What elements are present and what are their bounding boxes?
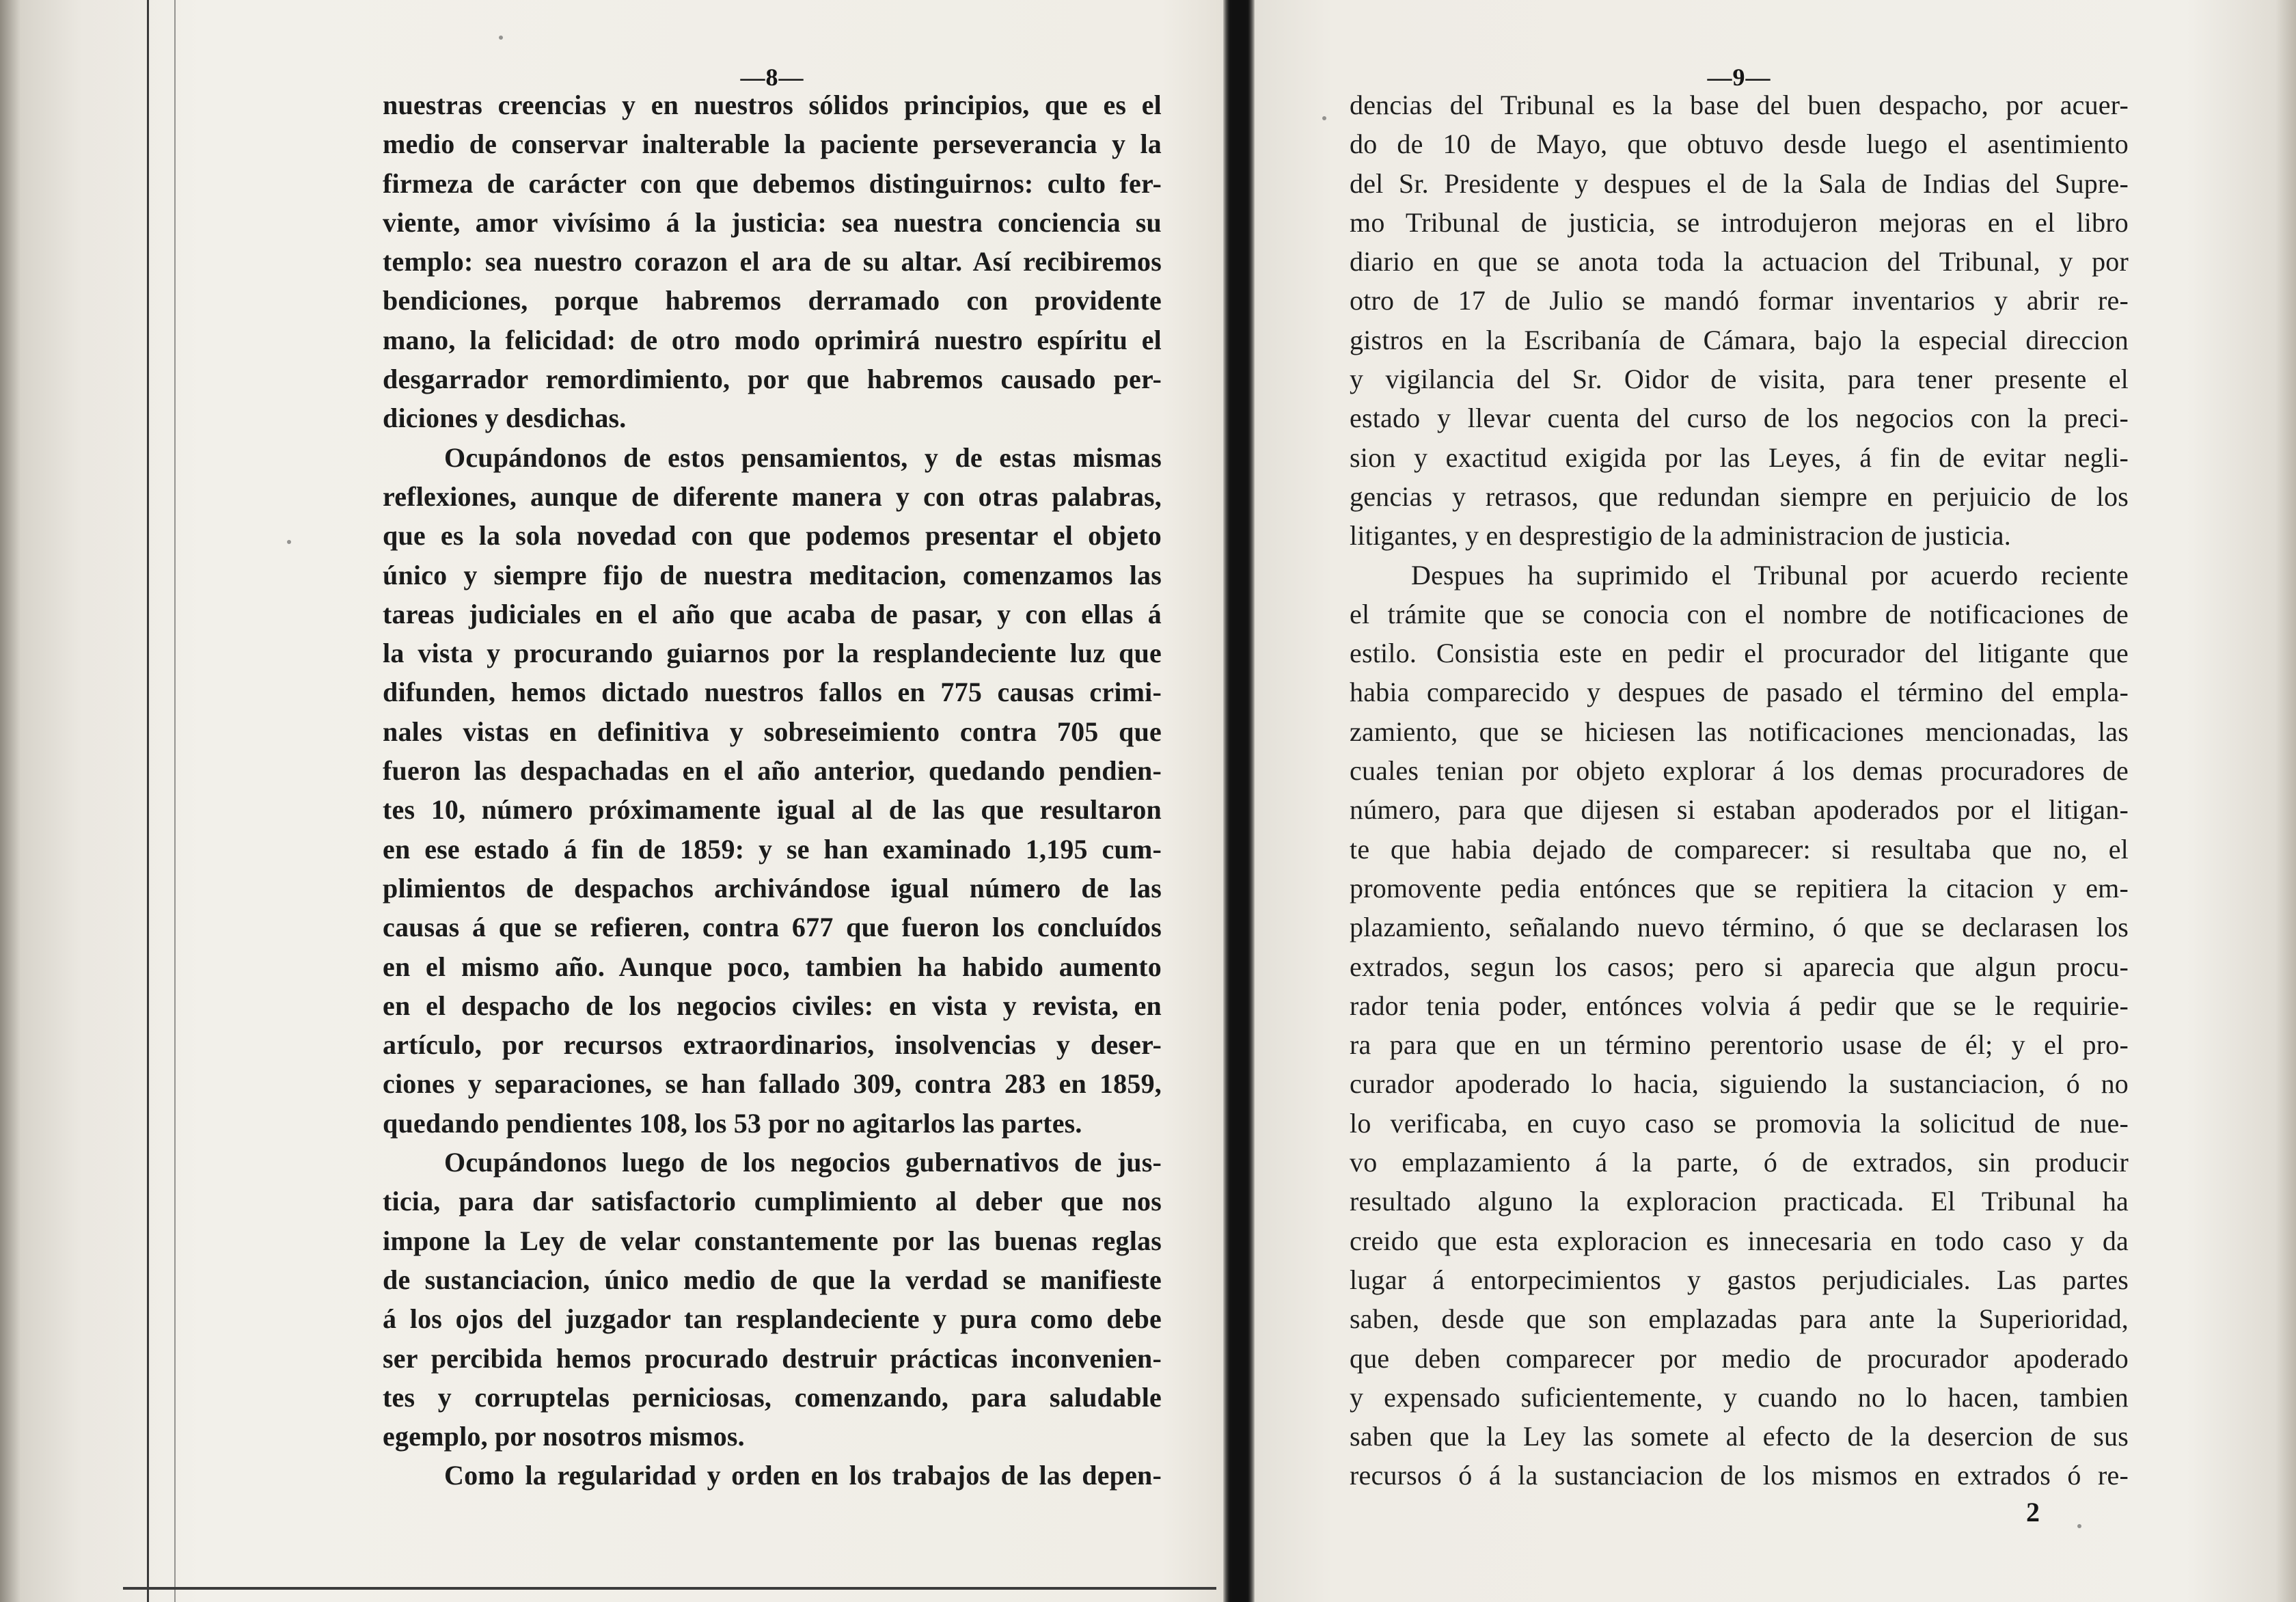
text-line: difunden, hemos dictado nuestros fallos en 775 causas crimi- — [383, 677, 1162, 708]
text-line: en ese estado á fin de 1859: y se han examinado 1,195 cum- — [383, 833, 1162, 865]
text-line: viente, amor vivísimo á la justicia: sea nuestra conciencia su — [383, 206, 1162, 238]
text-line: rador tenia poder, entónces volvia á pedir que se le requirie- — [1350, 990, 2129, 1021]
text-line: habia comparecido y despues de pasado el término del empla- — [1350, 677, 2129, 708]
text-line: que deben comparecer por medio de procurador apoderado — [1350, 1342, 2129, 1374]
text-line: medio de conservar inalterable la paciente perseverancia y la — [383, 128, 1162, 160]
text-line: ra para que en un término perentorio usase de él; y el pro- — [1350, 1029, 2129, 1061]
text-line: desgarrador remordimiento, por que habremos causado per- — [383, 364, 1162, 395]
text-line: Como la regularidad y orden en los trabajos de las depen- — [444, 1460, 1162, 1491]
text-line: cuales tenian por objeto explorar á los demas procuradores de — [1350, 755, 2129, 787]
page-number: —9— — [1707, 64, 1771, 91]
text-line: estado y llevar cuenta del curso de los negocios con la preci- — [1350, 403, 2129, 434]
text-line: ser percibida hemos procurado destruir prácticas inconvenien- — [383, 1342, 1162, 1374]
page-edge-line — [174, 0, 176, 1602]
text-line: nales vistas en definitiva y sobreseimiento contra 705 que — [383, 716, 1162, 747]
page-body — [1350, 85, 2129, 1495]
text-line: reflexiones, aunque de diferente manera y con otras palabras, — [383, 480, 1162, 512]
text-line: Ocupándonos de estos pensamientos, y de estas mismas — [444, 442, 1162, 473]
text-line: quedando pendientes 108, los 53 por no agitarlos las partes. — [383, 1107, 1082, 1139]
text-line: diciones y desdichas. — [383, 403, 627, 434]
text-line: bendiciones, porque habremos derramado con providente — [383, 285, 1162, 316]
page-edge-line — [147, 0, 149, 1602]
text-line: nuestras creencias y en nuestros sólidos principios, que es el — [383, 90, 1162, 120]
text-line: estilo. Consistia este en pedir el procurador del litigante que — [1350, 638, 2129, 669]
text-line: que es la sola novedad con que podemos presentar el objeto — [383, 520, 1162, 552]
right-page — [1350, 65, 2129, 1530]
text-line: tes 10, número próximamente igual al de las que resultaron — [383, 794, 1162, 826]
text-line: do de 10 de Mayo, que obtuvo desde luego el asentimiento — [1350, 128, 2129, 160]
text-line: saben, desde que son emplazadas para ante la Superioridad, — [1350, 1303, 2129, 1335]
text-line: ticia, para dar satisfactorio cumplimiento al deber que nos — [383, 1186, 1162, 1217]
text-line: plazamiento, señalando nuevo término, ó que se declarasen los — [1350, 912, 2129, 943]
text-line: vo emplazamiento á la parte, ó de extrados, sin producir — [1350, 1147, 2129, 1178]
text-line: diario en que se anota toda la actuacion del Tribunal, y por — [1350, 246, 2129, 277]
text-line: otro de 17 de Julio se mandó formar inventarios y abrir re- — [1350, 285, 2129, 316]
bottom-edge-line — [123, 1587, 1216, 1590]
text-line: tareas judiciales en el año que acaba de pasar, y con ellas á — [383, 598, 1162, 629]
text-line: plimientos de despachos archivándose igual número de las — [383, 872, 1162, 904]
text-line: de sustanciacion, único medio de que la verdad se manifieste — [383, 1264, 1162, 1295]
signature-mark: 2 — [2026, 1496, 2040, 1528]
text-line: templo: sea nuestro corazon el ara de su altar. Así recibiremos — [383, 246, 1162, 277]
text-line: la vista y procurando guiarnos por la resplandeciente luz que — [383, 638, 1162, 669]
text-line: mo Tribunal de justicia, se introdujeron mejoras en el libro — [1350, 206, 2129, 238]
text-line: curador apoderado lo hacia, siguiendo la sustanciacion, ó no — [1350, 1068, 2129, 1100]
text-line: causas á que se refieren, contra 677 que fueron los concluídos — [383, 912, 1162, 943]
text-line: zamiento, que se hiciesen las notificaciones mencionadas, las — [1350, 716, 2129, 747]
text-line: en el despacho de los negocios civiles: en vista y revista, en — [383, 990, 1162, 1021]
text-line: saben que la Ley las somete al efecto de la desercion de sus — [1350, 1421, 2129, 1452]
text-line: artículo, por recursos extraordinarios, insolvencias y deser- — [383, 1029, 1162, 1061]
text-line: lo verificaba, en cuyo caso se promovia la solicitud de nue- — [1350, 1107, 2129, 1139]
text-line: y vigilancia del Sr. Oidor de visita, para tener presente el — [1350, 364, 2129, 395]
text-line: impone la Ley de velar constantemente por las buenas reglas — [383, 1225, 1162, 1256]
text-line: resultado alguno la exploracion practicada. El Tribunal ha — [1350, 1186, 2129, 1217]
text-line: Ocupándonos luego de los negocios gubernativos de jus- — [444, 1147, 1162, 1178]
text-line: creido que esta exploracion es innecesaria en todo caso y da — [1350, 1225, 2129, 1256]
left-page-edge — [0, 0, 157, 1602]
left-page — [383, 65, 1162, 1495]
text-line: litigantes, y en desprestigio de la administracion de justicia. — [1350, 520, 2011, 552]
text-line: recursos ó á la sustanciacion de los mismos en extrados ó re- — [1350, 1460, 2129, 1491]
text-line: lugar á entorpecimientos y gastos perjudiciales. Las partes — [1350, 1264, 2129, 1295]
book-gutter — [1223, 0, 1255, 1602]
ink-speck — [1322, 116, 1326, 120]
page-number: —8— — [740, 64, 804, 91]
text-line: y expensado suficientemente, y cuando no lo hacen, tambien — [1350, 1381, 2129, 1413]
text-line: mano, la felicidad: de otro modo oprimirá nuestro espíritu el — [383, 324, 1162, 355]
text-line: Despues ha suprimido el Tribunal por acuerdo reciente — [1411, 559, 2129, 590]
right-page-edge — [2276, 0, 2296, 1602]
text-line: firmeza de carácter con que debemos distinguirnos: culto fer- — [383, 167, 1162, 199]
text-line: egemplo, por nosotros mismos. — [383, 1421, 745, 1452]
text-line: ciones y separaciones, se han fallado 309, contra 283 en 1859, — [383, 1068, 1162, 1100]
text-line: dencias del Tribunal es la base del buen despacho, por acuer- — [1350, 90, 2129, 120]
text-line: te que habia dejado de comparecer: si resultaba que no, el — [1350, 833, 2129, 865]
text-line: extrados, segun los casos; pero si aparecia que algun procu- — [1350, 951, 2129, 982]
text-line: fueron las despachadas en el año anterior, quedando pendien- — [383, 755, 1162, 787]
page-body — [383, 85, 1162, 1495]
text-line: tes y corruptelas perniciosas, comenzando, para saludable — [383, 1381, 1162, 1413]
ink-speck — [499, 36, 503, 40]
text-line: el trámite que se conocia con el nombre de notificaciones de — [1350, 598, 2129, 629]
text-line: gistros en la Escribanía de Cámara, bajo la especial direccion — [1350, 324, 2129, 355]
text-line: único y siempre fijo de nuestra meditacion, comenzamos las — [383, 559, 1162, 590]
ink-speck — [287, 540, 291, 544]
text-line: sion y exactitud exigida por las Leyes, á fin de evitar negli- — [1350, 442, 2129, 473]
text-line: en el mismo año. Aunque poco, tambien ha habido aumento — [383, 951, 1162, 982]
text-line: gencias y retrasos, que redundan siempre en perjuicio de los — [1350, 480, 2129, 512]
text-line: promovente pedia entónces que se repitiera la citacion y em- — [1350, 872, 2129, 904]
text-line: á los ojos del juzgador tan resplandeciente y pura como debe — [383, 1303, 1162, 1335]
text-line: número, para que dijesen si estaban apoderados por el litigan- — [1350, 794, 2129, 826]
text-line: del Sr. Presidente y despues el de la Sala de Indias del Supre- — [1350, 167, 2129, 199]
